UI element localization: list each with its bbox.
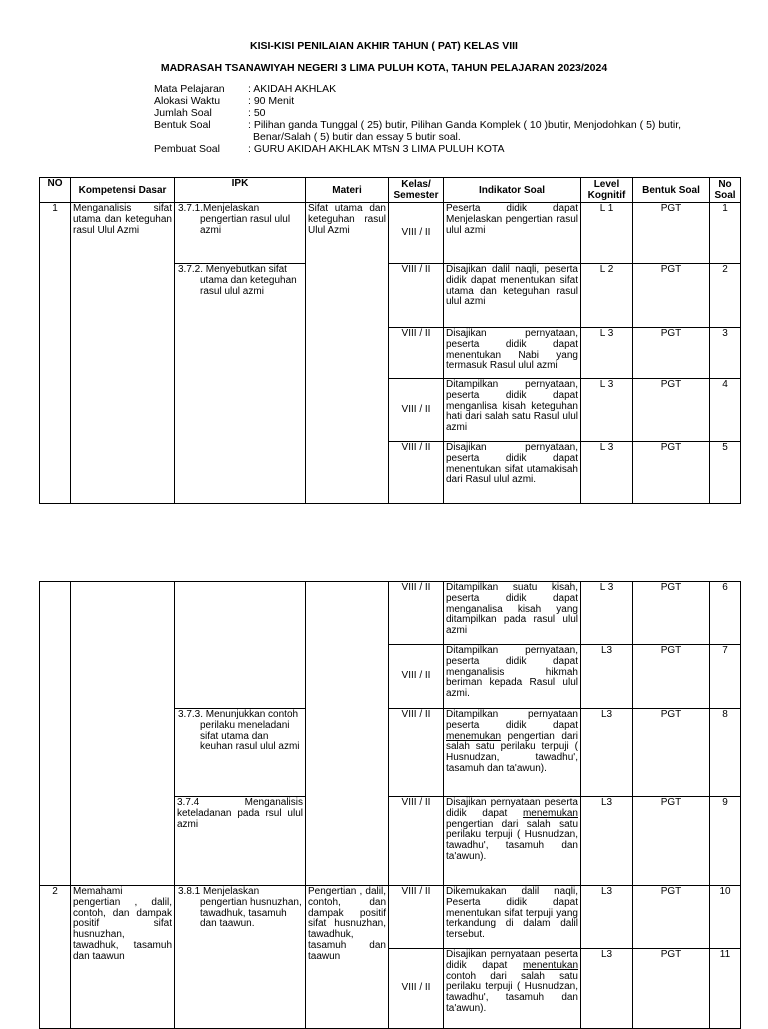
meta-row-bentuk xyxy=(154,119,768,143)
cell-bentuk: PGT xyxy=(633,328,710,379)
cell-indikator: Disajikan dalil naqli, peserta didik dapat menentukan sifat utama dan keteguhan rasul ulul azmi xyxy=(444,264,581,328)
col-header-no: NO xyxy=(40,178,71,203)
meta-label: Pembuat Soal xyxy=(154,143,220,155)
indikator-text: pengertian dari salah satu perilaku terpuji ( Husnudzan, tawadhu', tasamuh dan ta'awun). xyxy=(446,818,578,862)
cell-indikator: Ditampilkan pernyataan, peserta didik dapat menganalisis hikmah beriman kepada Rasul ulul azmi. xyxy=(444,645,581,709)
cell-materi xyxy=(306,582,389,886)
cell-nosoal: 1 xyxy=(710,203,741,264)
meta-row-waktu xyxy=(154,95,768,107)
meta-label: Mata Pelajaran xyxy=(154,83,225,95)
indikator-text: Disajikan pernyataan peserta didik dapat xyxy=(446,797,578,819)
cell-kelas: VIII / II xyxy=(389,582,444,645)
cell-indikator: Disajikan pernyataan, peserta didik dapat menentukan sifat utamakisah dari Rasul ulul azmi. xyxy=(444,442,581,504)
cell-nosoal: 2 xyxy=(710,264,741,328)
cell-nosoal: 4 xyxy=(710,379,741,442)
cell-indikator: Peserta didik dapat Menjelaskan pengertian rasul ulul azmi xyxy=(444,203,581,264)
cell-nosoal: 6 xyxy=(710,582,741,645)
meta-row-mapel xyxy=(154,83,768,95)
cell-materi: Pengertian , dalil, contoh, dan dampak positif sifat husnuzhan, tawadhuk, tasamuh dan taawun xyxy=(306,886,389,1029)
cell-level: L3 xyxy=(581,797,633,886)
col-header-nosoal: No Soal xyxy=(710,178,741,203)
cell-kelas: VIII / II xyxy=(389,645,444,709)
indikator-text: contoh dari salah satu perilaku terpuji ( Husnudzan, tawadhu', tasamuh dan ta'awun). xyxy=(446,970,578,1014)
cell-level: L 3 xyxy=(581,379,633,442)
cell-kelas: VIII / II xyxy=(389,264,444,328)
kisi-table-page-1 xyxy=(39,177,741,504)
cell-level: L3 xyxy=(581,709,633,797)
cell-bentuk: PGT xyxy=(633,203,710,264)
col-header-kd: Kompetensi Dasar xyxy=(71,178,175,203)
kisi-table-page-2 xyxy=(39,581,741,1029)
meta-value xyxy=(248,119,768,143)
table-row xyxy=(40,886,741,949)
col-header-ipk: IPK xyxy=(175,178,306,203)
cell-indikator xyxy=(444,949,581,1029)
cell-ipk: 3.7.2. Menyebutkan sifat utama dan keteguhan rasul ulul azmi xyxy=(175,264,306,504)
cell-nosoal: 10 xyxy=(710,886,741,949)
cell-level: L 2 xyxy=(581,264,633,328)
table-row xyxy=(40,582,741,645)
meta-row-jumlah xyxy=(154,107,768,119)
col-header-kelas: Kelas/ Semester xyxy=(389,178,444,203)
cell-bentuk: PGT xyxy=(633,645,710,709)
cell-bentuk: PGT xyxy=(633,379,710,442)
cell-bentuk: PGT xyxy=(633,886,710,949)
cell-ipk: 3.7.4 Menganalisis keteladanan pada rsul ulul azmi xyxy=(175,797,306,886)
cell-kd xyxy=(71,582,175,886)
table-row xyxy=(40,203,741,264)
cell-bentuk: PGT xyxy=(633,442,710,504)
cell-level: L 3 xyxy=(581,582,633,645)
school-title: MADRASAH TSANAWIYAH NEGERI 3 LIMA PULUH KOTA, TAHUN PELAJARAN 2023/2024 xyxy=(160,62,608,74)
cell-materi: Sifat utama dan keteguhan rasul Ulul Azmi xyxy=(306,203,389,504)
cell-nosoal: 7 xyxy=(710,645,741,709)
cell-bentuk: PGT xyxy=(633,582,710,645)
cell-level: L 3 xyxy=(581,328,633,379)
cell-level: L3 xyxy=(581,645,633,709)
cell-kelas: VIII / II xyxy=(389,442,444,504)
meta-value-line2: Benar/Salah ( 5) butir dan essay 5 butir soal. xyxy=(253,131,461,143)
cell-kd: Menganalisis sifat utama dan keteguhan rasul Ulul Azmi xyxy=(71,203,175,504)
cell-nosoal: 11 xyxy=(710,949,741,1029)
indikator-keyword: menemukan xyxy=(522,807,578,819)
cell-kelas: VIII / II xyxy=(389,709,444,797)
document-title: KISI-KISI PENILAIAN AKHIR TAHUN ( PAT) KELAS VIII xyxy=(250,40,518,52)
meta-row-pembuat xyxy=(154,143,768,155)
meta-label: Jumlah Soal xyxy=(154,107,212,119)
indikator-keyword: menentukan xyxy=(522,959,579,971)
cell-nosoal: 8 xyxy=(710,709,741,797)
cell-indikator: Disajikan pernyataan, peserta didik dapat menentukan Nabi yang termasuk Rasul ulul azmi xyxy=(444,328,581,379)
meta-value: : 50 xyxy=(248,107,266,119)
cell-indikator: Dikemukakan dalil naqli, Peserta didik dapat menentukan sifat terpuji yang terkandung di dalam dalil tersebut. xyxy=(444,886,581,949)
cell-level: L 1 xyxy=(581,203,633,264)
cell-kelas: VIII / II xyxy=(389,797,444,886)
meta-block xyxy=(154,83,768,155)
cell-kd: Memahami pengertian , dalil, contoh, dan dampak positif sifat husnuzhan, tawadhuk, tasamuh dan taawun xyxy=(71,886,175,1029)
cell-nosoal: 5 xyxy=(710,442,741,504)
cell-no: 2 xyxy=(40,886,71,1029)
col-header-indikator: Indikator Soal xyxy=(444,178,581,203)
meta-value: : 90 Menit xyxy=(248,95,295,107)
cell-ipk: 3.8.1 Menjelaskan pengertian husnuzhan, tawadhuk, tasamuh dan taawun. xyxy=(175,886,306,1029)
cell-bentuk: PGT xyxy=(633,949,710,1029)
meta-label: Bentuk Soal xyxy=(154,119,211,131)
cell-indikator: Ditampilkan pernyataan, peserta didik dapat menganlisa kisah keteguhan hati dari salah satu Rasul ulul azmi xyxy=(444,379,581,442)
cell-ipk xyxy=(175,582,306,709)
cell-level: L 3 xyxy=(581,442,633,504)
cell-ipk: 3.7.1.Menjelaskan pengertian rasul ulul azmi xyxy=(175,203,306,264)
cell-ipk: 3.7.3. Menunjukkan contoh perilaku meneladani sifat utama dan keuhan rasul ulul azmi xyxy=(175,709,306,797)
meta-value-line1: : Pilihan ganda Tunggal ( 25) butir, Pilihan Ganda Komplek ( 10 )butir, Menjodohkan ( 5) butir, xyxy=(248,119,682,131)
cell-bentuk: PGT xyxy=(633,709,710,797)
meta-value: : AKIDAH AKHLAK xyxy=(248,83,337,95)
meta-value: : GURU AKIDAH AKHLAK MTsN 3 LIMA PULUH KOTA xyxy=(248,143,505,155)
cell-no: 1 xyxy=(40,203,71,504)
cell-kelas: VIII / II xyxy=(389,328,444,379)
cell-bentuk: PGT xyxy=(633,797,710,886)
cell-level: L3 xyxy=(581,886,633,949)
indikator-text: pengertian dari salah satu perilaku terpuji ( Husnudzan, tawadhu', tasamuh dan ta'awun). xyxy=(446,730,578,774)
col-header-materi: Materi xyxy=(306,178,389,203)
cell-nosoal: 3 xyxy=(710,328,741,379)
col-header-level: Level Kognitif xyxy=(581,178,633,203)
table-header-row xyxy=(40,178,741,203)
cell-nosoal: 9 xyxy=(710,797,741,886)
indikator-text: Ditampilkan pernyataan peserta didik dapat xyxy=(446,709,578,731)
cell-indikator xyxy=(444,797,581,886)
cell-level: L3 xyxy=(581,949,633,1029)
indikator-text: Disajikan pernyataan peserta didik dapat xyxy=(446,949,578,971)
cell-kelas: VIII / II xyxy=(389,379,444,442)
cell-kelas: VIII / II xyxy=(389,203,444,264)
cell-no xyxy=(40,582,71,886)
cell-kelas: VIII / II xyxy=(389,886,444,949)
cell-indikator: Ditampilkan suatu kisah, peserta didik dapat menganalisa kisah yang ditampilkan pada rasul ulul azmi xyxy=(444,582,581,645)
indikator-keyword: menemukan xyxy=(446,730,502,742)
cell-bentuk: PGT xyxy=(633,264,710,328)
cell-indikator xyxy=(444,709,581,797)
meta-label: Alokasi Waktu xyxy=(154,95,221,107)
cell-kelas: VIII / II xyxy=(389,949,444,1029)
col-header-bentuk: Bentuk Soal xyxy=(633,178,710,203)
